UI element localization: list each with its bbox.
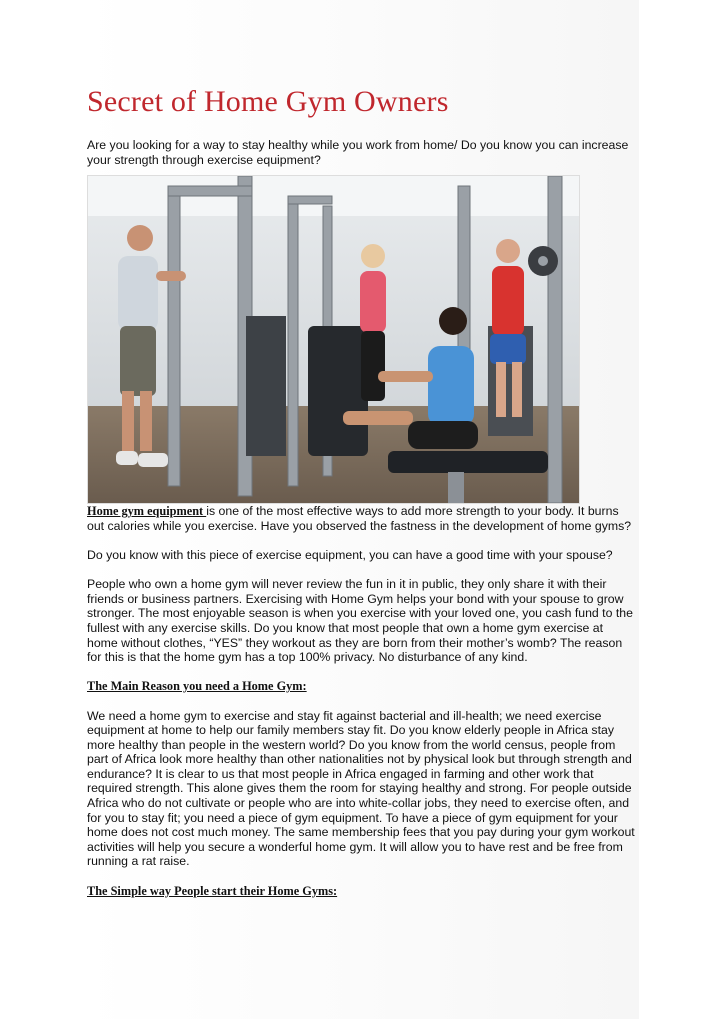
heading-simple-way: The Simple way People start their Home Gyms: <box>87 883 338 898</box>
paragraph-main-reason: We need a home gym to exercise and stay fit against bacterial and ill-health; we need exercise equipment at home to help our family members stay fit. Do you know elderly people in Africa stay more healthy than people in the western world? Do you know from the world census, people from part of Africa look more healthy than other nationalities not by physical look but through strength and endurance? It is clear to us that most people in Africa engaged in farming and other work that required strength. This alone gives them the room for staying healthy and strong. For people outside Africa who do not cultivate or people who are into white-collar jobs, they need to exercise often, and for you to stay fit; you need a piece of gym equipment. To have a piece of gym equipment for your home does not cost much money. The same membership fees that you pay during your gym workout activities will help you secure a wonderful home gym. It will allow you to have rest and be free from running a rat raise. <box>87 708 635 869</box>
paragraph-home-gym <box>87 504 635 533</box>
page-title: Secret of Home Gym Owners <box>87 85 449 118</box>
home-gym-equipment-link[interactable]: Home gym equipment <box>87 504 207 519</box>
document-content <box>87 84 635 898</box>
intro-paragraph: Are you looking for a way to stay healthy while you work from home/ Do you know you can increase your strength through exercise equipment? <box>87 138 629 167</box>
heading-main-reason: The Main Reason you need a Home Gym: <box>87 679 307 694</box>
paragraph-privacy: People who own a home gym will never review the fun in it in public, they only share it with their friends or business partners. Exercising with Home Gym helps your bond with your spouse to grow stronger. The most enjoyable season is when you exercise with your loved one, you cash fund to the fullest with any exercise skills. Do you know that most people that own a home gym exercise at home without clothes, “YES” they workout as they are born from their mother’s womb? The reason for this is that the home gym has a top 100% privacy. No disturbance of any kind. <box>87 577 633 665</box>
paragraph-spouse: Do you know with this piece of exercise equipment, you can have a good time with your spouse? <box>87 547 613 562</box>
gym-photo <box>87 175 580 504</box>
paragraph-home-gym-text: is one of the most effective ways to add more strength to your body. It burns out calories while you exercise. Have you observed the fastness in the development of home gyms? <box>87 504 632 533</box>
